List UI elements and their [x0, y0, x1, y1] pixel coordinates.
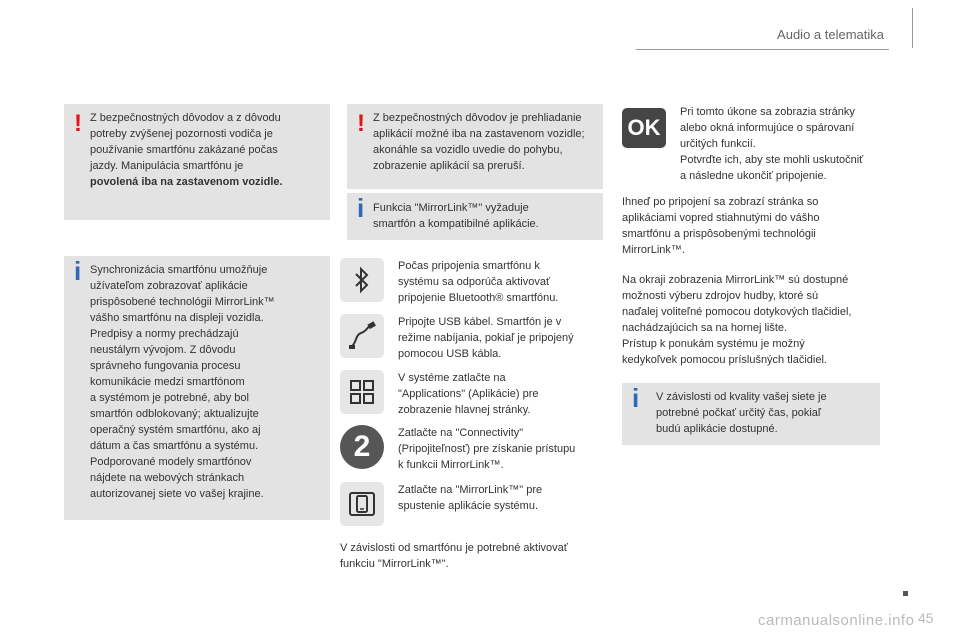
- step-usb: [340, 314, 600, 364]
- right-paragraph-1: [622, 194, 902, 258]
- right-info-box: [622, 383, 880, 445]
- step-bluetooth: [340, 258, 600, 308]
- text-line: režime nabíjania, pokiaľ je pripojený: [398, 332, 574, 344]
- text-line: operačný systém smartfónu, ako aj: [90, 424, 261, 436]
- right-paragraph-2: [622, 272, 902, 368]
- text-line: jazdy. Manipulácia smartfónu je: [90, 160, 244, 172]
- text-line: Pri tomto úkone sa zobrazia stránky: [680, 106, 855, 118]
- mid-warning-box: [347, 104, 603, 189]
- text-line: systému sa odporúča aktivovať: [398, 276, 551, 288]
- phone-in-car-icon: [340, 482, 384, 526]
- usb-cable-icon: [340, 314, 384, 358]
- mid-info-box: [347, 193, 603, 240]
- text-line: pomocou USB kábla.: [398, 348, 502, 360]
- step-applications: [340, 370, 600, 420]
- page-number: 45: [918, 610, 934, 626]
- text-line: budú aplikácie dostupné.: [656, 423, 778, 435]
- header-divider: [636, 49, 889, 50]
- text-line: používanie smartfónu zakázané počas: [90, 144, 278, 156]
- text-line: V závislosti od kvality vašej siete je: [656, 391, 827, 403]
- step-mirrorlink: [340, 482, 600, 532]
- info-i-icon: i: [74, 256, 82, 286]
- text-line: V systéme zatlačte na: [398, 372, 506, 384]
- text-line: prispôsobené technológii MirrorLink™: [90, 296, 275, 308]
- text-line: smartfón odblokovaný; aktualizujte: [90, 408, 259, 420]
- text-line: Podporované modely smartfónov: [90, 456, 252, 468]
- text-line: dátum a čas smartfónu a systému.: [90, 440, 259, 452]
- header-tick-divider: [912, 8, 913, 48]
- text-line: smartfónu a prispôsobenými technológii: [622, 228, 816, 240]
- text-line: akonáhle sa vozidlo uvedie do pohybu,: [373, 144, 563, 156]
- warning-exclamation-icon: !: [74, 110, 82, 137]
- step-connectivity: [340, 425, 600, 475]
- text-line: smartfón a kompatibilné aplikácie.: [373, 218, 539, 230]
- text-line: Zatlačte na "MirrorLink™" pre: [398, 484, 543, 496]
- text-line: zobrazenie hlavnej stránky.: [398, 404, 531, 416]
- text-line: naďalej voliteľné pomocou dotykových tlačidiel,: [622, 306, 852, 318]
- text-line: Predpisy a normy prechádzajú: [90, 328, 239, 340]
- text-line: "Applications" (Aplikácie) pre: [398, 388, 539, 400]
- ok-note: [622, 104, 912, 184]
- text-line: potrebné počkať určitý čas, pokiaľ: [656, 407, 822, 419]
- text-line: Potvrďte ich, aby ste mohli uskutočniť: [680, 154, 864, 166]
- text-line: nachádzajúcich sa na hornej lište.: [622, 322, 788, 334]
- ok-badge-icon: OK: [622, 108, 666, 148]
- text-line: Z bezpečnostných dôvodov je prehliadanie: [373, 112, 582, 124]
- text-line: MirrorLink™.: [622, 244, 685, 256]
- text-line: vášho smartfónu na displeji vozidla.: [90, 312, 264, 324]
- text-line: funkciu "MirrorLink™".: [340, 558, 449, 570]
- text-line: Zatlačte na "Connectivity": [398, 427, 524, 439]
- step-2-icon: 2: [340, 425, 384, 469]
- text-line: užívateľom zobrazovať aplikácie: [90, 280, 248, 292]
- text-line: komunikácie medzi smartfónom: [90, 376, 245, 388]
- text-line: autorizovanej siete vo vašej krajine.: [90, 488, 264, 500]
- text-line: zobrazenie aplikácií sa preruší.: [373, 160, 525, 172]
- text-line: aplikácií možné iba na zastavenom vozidle;: [373, 128, 585, 140]
- text-line: Z bezpečnostných dôvodov a z dôvodu: [90, 112, 281, 124]
- text-line: k funkcii MirrorLink™.: [398, 459, 504, 471]
- text-line: kedykoľvek pomocou príslušných tlačidiel.: [622, 354, 827, 366]
- text-line: Prístup k ponukám systému je možný: [622, 338, 805, 350]
- text-line: aplikáciami vopred stiahnutými do vášho: [622, 212, 820, 224]
- info-i-icon: i: [632, 383, 640, 413]
- end-of-section-mark: [903, 591, 908, 596]
- warning-exclamation-icon: !: [357, 110, 365, 137]
- text-line: určitých funkcií.: [680, 138, 756, 150]
- left-info-box: [64, 256, 330, 520]
- text-line: Ihneď po pripojení sa zobrazí stránka so: [622, 196, 819, 208]
- text-line: Pripojte USB kábel. Smartfón je v: [398, 316, 562, 328]
- text-line: (Pripojiteľnosť) pre získanie prístupu: [398, 443, 576, 455]
- text-line: možnosti výberu zdrojov hudby, ktoré sú: [622, 290, 819, 302]
- apps-grid-icon: [340, 370, 384, 414]
- text-line: Počas pripojenia smartfónu k: [398, 260, 540, 272]
- text-line: Funkcia "MirrorLink™" vyžaduje: [373, 202, 529, 214]
- text-line: nájdete na webových stránkach: [90, 472, 245, 484]
- mid-paragraph: [340, 540, 610, 572]
- text-line: povolená iba na zastavenom vozidle.: [90, 176, 283, 188]
- text-line: správneho fungovania procesu: [90, 360, 241, 372]
- text-line: alebo okná informujúce o spárovaní: [680, 122, 855, 134]
- text-line: a systémom je potrebné, aby bol: [90, 392, 249, 404]
- text-line: Na okraji zobrazenia MirrorLink™ sú dostupné: [622, 274, 849, 286]
- info-i-icon: i: [357, 193, 365, 223]
- text-line: neustálym vývojom. Z dôvodu: [90, 344, 236, 356]
- watermark-text: carmanualsonline.info: [758, 612, 915, 629]
- text-line: pripojenie Bluetooth® smartfónu.: [398, 292, 559, 304]
- text-line: a následne ukončiť pripojenie.: [680, 170, 827, 182]
- left-warning-box: [64, 104, 330, 220]
- text-line: Synchronizácia smartfónu umožňuje: [90, 264, 268, 276]
- text-line: potreby zvýšenej pozornosti vodiča je: [90, 128, 273, 140]
- section-title: Audio a telematika: [777, 27, 884, 42]
- text-line: spustenie aplikácie systému.: [398, 500, 539, 512]
- text-line: V závislosti od smartfónu je potrebné aktivovať: [340, 542, 568, 554]
- bluetooth-icon: [340, 258, 384, 302]
